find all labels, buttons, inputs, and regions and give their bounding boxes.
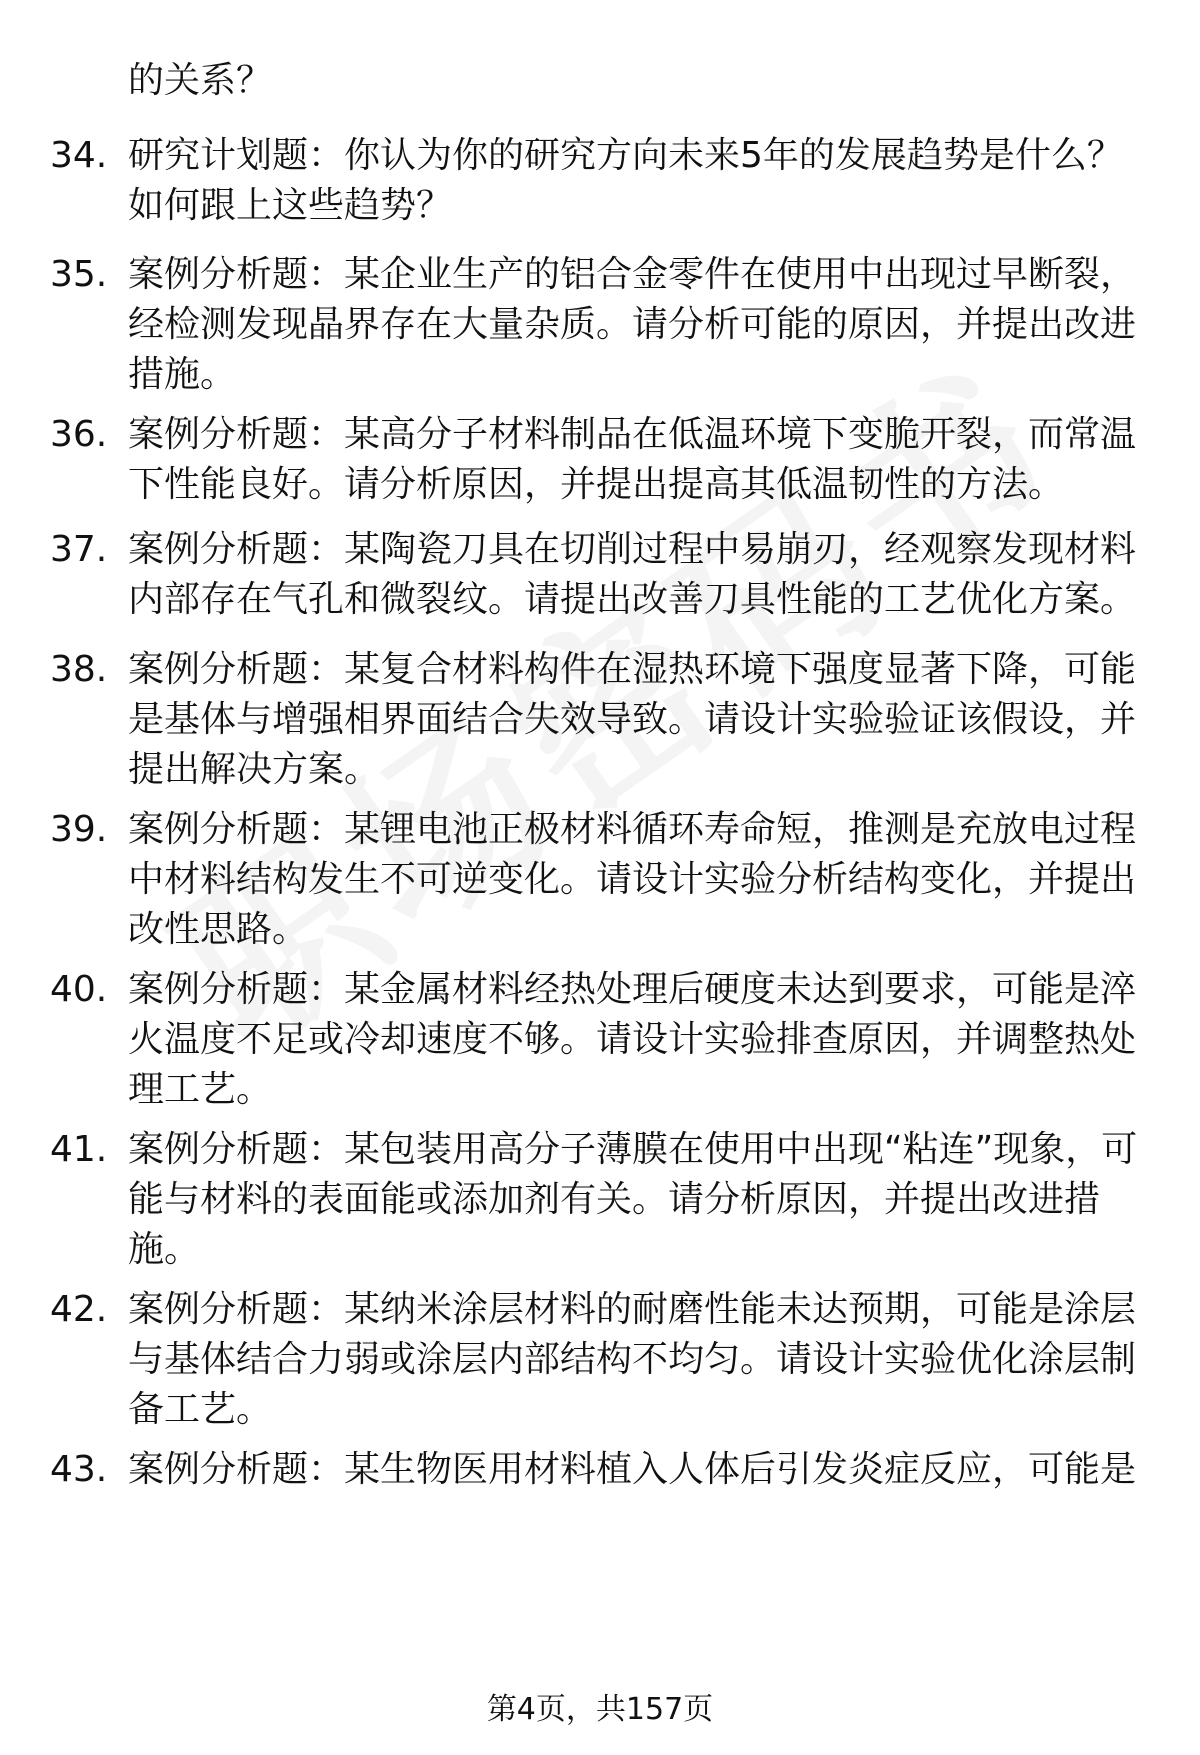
item-text: 案例分析题：某纳米涂层材料的耐磨性能未达预期，可能是涂层与基体结合力弱或涂层内部结构不均匀。请设计实验优化涂层制备工艺。 <box>128 1289 1137 1430</box>
item-number: 40. <box>50 969 108 1010</box>
item-number: 35. <box>50 254 108 295</box>
item-number: 34. <box>50 135 108 176</box>
item-number: 39. <box>50 809 108 850</box>
item-number: 42. <box>50 1289 108 1330</box>
continuation-text: 的关系？ <box>128 60 273 101</box>
item-text: 研究计划题：你认为你的研究方向未来5年的发展趋势是什么？如何跟上这些趋势？ <box>128 135 1123 226</box>
item-number: 43. <box>50 1449 108 1490</box>
page-footer: 第4页，共157页 <box>486 1692 714 1727</box>
item-number: 37. <box>50 529 108 570</box>
item-text: 案例分析题：某企业生产的铝合金零件在使用中出现过早断裂，经检测发现晶界存在大量杂质。请分析可能的原因，并提出改进措施。 <box>128 254 1137 395</box>
item-text: 案例分析题：某包装用高分子薄膜在使用中出现“粘连”现象，可能与材料的表面能或添加剂有关。请分析原因，并提出改进措施。 <box>128 1129 1138 1270</box>
item-number: 41. <box>50 1129 108 1170</box>
item-text: 案例分析题：某复合材料构件在湿热环境下强度显著下降，可能是基体与增强相界面结合失效导致。请设计实验验证该假设，并提出解决方案。 <box>128 649 1137 790</box>
item-text: 案例分析题：某高分子材料制品在低温环境下变脆开裂，而常温下性能良好。请分析原因，并提出提高其低温韧性的方法。 <box>128 414 1137 505</box>
item-text: 案例分析题：某生物医用材料植入人体后引发炎症反应，可能是 <box>128 1449 1137 1490</box>
item-text: 案例分析题：某陶瓷刀具在切削过程中易崩刃，经观察发现材料内部存在气孔和微裂纹。请提出改善刀具性能的工艺优化方案。 <box>128 529 1137 620</box>
item-number: 36. <box>50 414 108 455</box>
item-text: 案例分析题：某金属材料经热处理后硬度未达到要求，可能是淬火温度不足或冷却速度不够。请设计实验排查原因，并调整热处理工艺。 <box>128 969 1137 1110</box>
item-text: 案例分析题：某锂电池正极材料循环寿命短，推测是充放电过程中材料结构发生不可逆变化。请设计实验分析结构变化，并提出改性思路。 <box>128 809 1137 950</box>
item-number: 38. <box>50 649 108 690</box>
